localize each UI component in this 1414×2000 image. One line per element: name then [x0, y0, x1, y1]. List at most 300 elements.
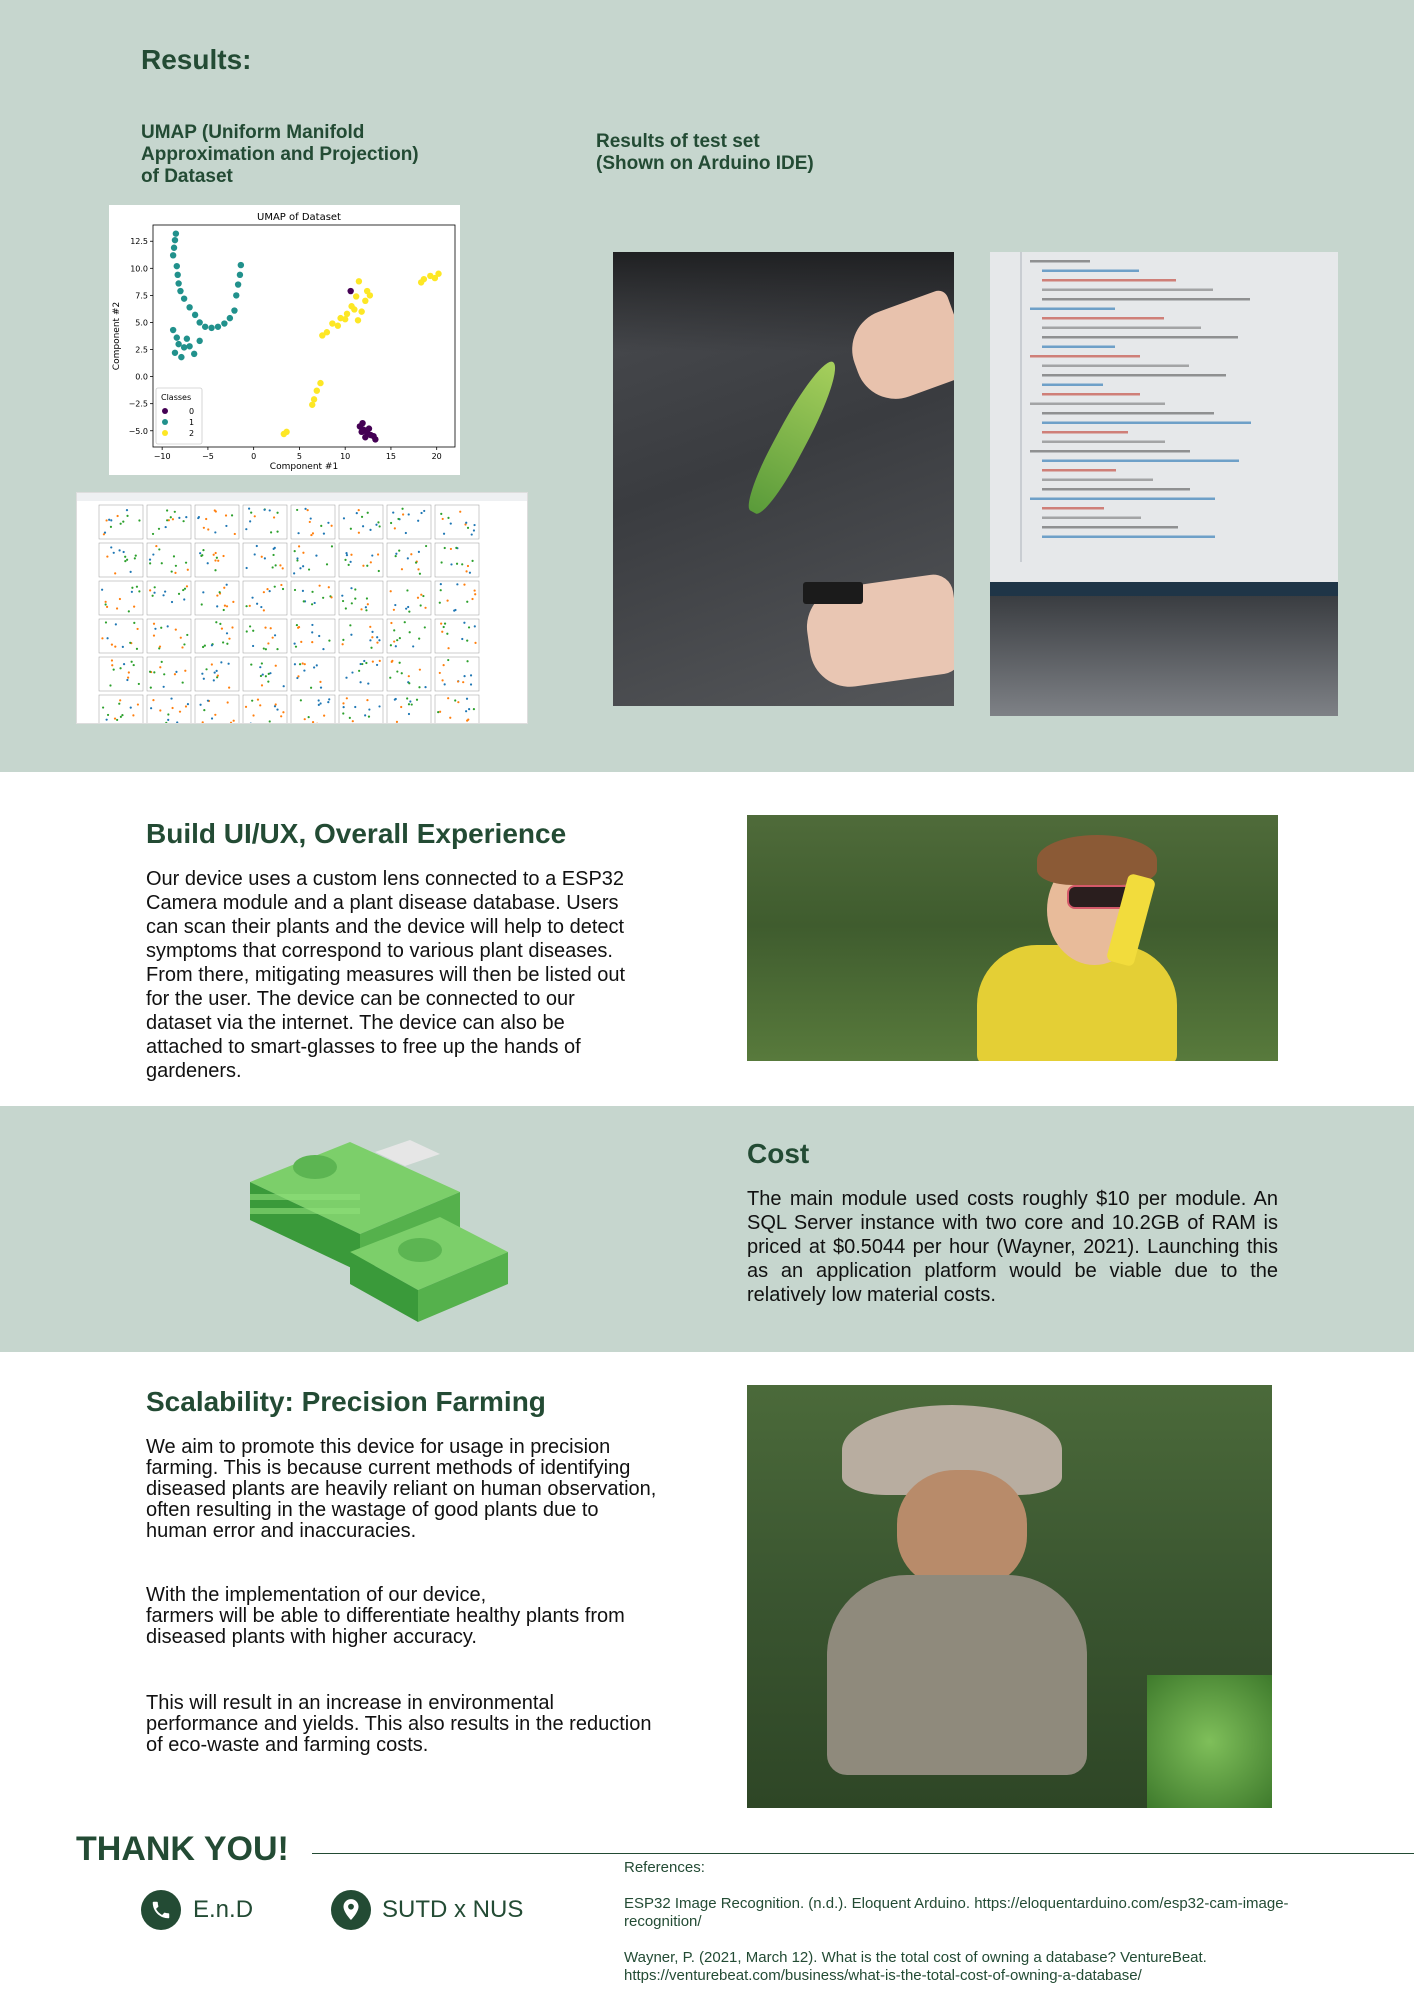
- pairplot-dot: [392, 511, 394, 513]
- pairplot-dot: [152, 553, 154, 555]
- pairplot-dot: [323, 715, 325, 717]
- pairplot-dot: [396, 639, 398, 641]
- pairplot-dot: [175, 671, 177, 673]
- pairplot-dot: [299, 663, 301, 665]
- pairplot-dot: [131, 591, 133, 593]
- pairplot-dot: [153, 634, 155, 636]
- pairplot-dot: [343, 706, 345, 708]
- pairplot-dot: [217, 674, 219, 676]
- pairplot-dot: [211, 717, 213, 719]
- pairplot-dot: [349, 717, 351, 719]
- pairplot-dot: [402, 513, 404, 515]
- pairplot-dot: [159, 666, 161, 668]
- pairplot-dot: [116, 719, 118, 721]
- pairplot-dot: [262, 673, 264, 675]
- scatter-point: [172, 237, 178, 243]
- ide-code-line: [1042, 488, 1190, 491]
- pairplot-dot: [311, 591, 313, 593]
- pairplot-dot: [174, 511, 176, 513]
- pairplot-dot: [415, 562, 417, 564]
- pairplot-dot: [225, 514, 227, 516]
- pairplot-dot: [215, 510, 217, 512]
- x-tick-label: 5: [296, 452, 302, 461]
- pairplot-dot: [207, 700, 209, 702]
- pairplot-dot: [282, 567, 284, 569]
- scalability-line: performance and yields. This also results in the reduction: [146, 1713, 652, 1735]
- scatter-point: [358, 308, 364, 314]
- pairplot-dot: [199, 704, 201, 706]
- pairplot-dot: [447, 659, 449, 661]
- pairplot-dot: [397, 518, 399, 520]
- ide-code-line: [1030, 498, 1215, 501]
- pairplot-cell: [435, 695, 479, 723]
- pairplot-dot: [185, 705, 187, 707]
- pairplot-dot: [246, 567, 248, 569]
- child-sunglasses-photo: [747, 815, 1278, 1061]
- pairplot-dot: [439, 711, 441, 713]
- ide-code-line: [1042, 393, 1140, 396]
- pairplot-dot: [161, 661, 163, 663]
- pairplot-dot: [131, 587, 133, 589]
- scatter-point: [196, 319, 202, 325]
- pairplot-dot: [302, 552, 304, 554]
- pairplot-dot: [399, 662, 401, 664]
- pairplot-dot: [302, 590, 304, 592]
- pairplot-dot: [282, 711, 284, 713]
- pairplot-dot: [248, 507, 250, 509]
- reference-2-line2: https://venturebeat.com/business/what-is-the-total-cost-of-owning-a-database/: [624, 1967, 1142, 1984]
- pairplot-dot: [331, 525, 333, 527]
- pairplot-dot: [408, 513, 410, 515]
- pairplot-dot: [440, 589, 442, 591]
- scalability-line: human error and inaccuracies.: [146, 1520, 417, 1542]
- pairplot-dot: [182, 589, 184, 591]
- reference-1-line1: ESP32 Image Recognition. (n.d.). Eloquent Arduino. https://eloquentarduino.com/esp32-cam-image-: [624, 1895, 1289, 1912]
- pairplot-dot: [130, 707, 132, 709]
- pairplot-dot: [245, 706, 247, 708]
- pairplot-dot: [465, 522, 467, 524]
- pairplot-dot: [456, 583, 458, 585]
- scatter-point: [221, 320, 227, 326]
- pairplot-dot: [419, 669, 421, 671]
- figure-window-bar: [77, 493, 527, 501]
- ide-code-line: [1042, 431, 1128, 434]
- pairplot-dot: [106, 606, 108, 608]
- pairplot-cell: [99, 657, 143, 691]
- pairplot-dot: [408, 675, 410, 677]
- build-line: From there, mitigating measures will then be listed out: [146, 964, 626, 986]
- pairplot-dot: [304, 663, 306, 665]
- scatter-point: [364, 288, 370, 294]
- pairplot-dot: [269, 720, 271, 722]
- pairplot-dot: [418, 551, 420, 553]
- pairplot-dot: [318, 704, 320, 706]
- pairplot-dot: [205, 518, 207, 520]
- pairplot-dot: [128, 610, 130, 612]
- pairplot-dot: [276, 531, 278, 533]
- pairplot-dot: [246, 630, 248, 632]
- farmer-photo: [747, 1385, 1272, 1808]
- pairplot-dot: [261, 684, 263, 686]
- pairplot-dot: [228, 663, 230, 665]
- pairplot-dot: [215, 552, 217, 554]
- money-stack-illustration: [240, 1122, 510, 1332]
- pairplot-dot: [164, 590, 166, 592]
- scalability-line: often resulting in the wastage of good plants due to: [146, 1499, 599, 1521]
- pairplot-dot: [153, 592, 155, 594]
- pairplot-dot: [437, 711, 439, 713]
- pairplot-dot: [160, 627, 162, 629]
- pairplot-dot: [126, 515, 128, 517]
- pairplot-dot: [391, 661, 393, 663]
- pairplot-dot: [105, 621, 107, 623]
- pairplot-dot: [154, 628, 156, 630]
- pairplot-dot: [214, 531, 216, 533]
- pairplot-dot: [362, 565, 364, 567]
- pairplot-dot: [465, 710, 467, 712]
- pairplot-dot: [295, 646, 297, 648]
- pairplot-dot: [111, 644, 113, 646]
- pairplot-dot: [294, 589, 296, 591]
- pairplot-dot: [275, 703, 277, 705]
- pairplot-dot: [410, 553, 412, 555]
- scatter-point: [314, 387, 320, 393]
- legend-label: 0: [189, 407, 195, 416]
- pairplot-dot: [175, 565, 177, 567]
- pairplot-dot: [165, 526, 167, 528]
- pairplot-cell: [243, 695, 287, 723]
- pairplot-dot: [111, 659, 113, 661]
- pairplot-dot: [110, 526, 112, 528]
- build-line: attached to smart-glasses to free up the hands of: [146, 1036, 581, 1058]
- pairplot-dot: [304, 508, 306, 510]
- pairplot-dot: [257, 699, 259, 701]
- pairplot-dot: [123, 551, 125, 553]
- pairplot-dot: [105, 519, 107, 521]
- pairplot-dot: [101, 589, 103, 591]
- pairplot-dot: [185, 562, 187, 564]
- pairplot-dot: [424, 626, 426, 628]
- pairplot-cell: [195, 581, 239, 615]
- pairplot-dot: [178, 593, 180, 595]
- pairplot-dot: [187, 703, 189, 705]
- y-tick-label: 5.0: [135, 318, 148, 328]
- scalability-line: farmers will be able to differentiate healthy plants from: [146, 1605, 625, 1627]
- ide-code-line: [1042, 517, 1141, 520]
- yellow-jacket: [977, 945, 1177, 1061]
- pairplot-dot: [400, 706, 402, 708]
- plant-leaves: [1147, 1675, 1272, 1808]
- test-set-caption: [596, 131, 814, 175]
- y-tick-label: −5.0: [128, 426, 148, 436]
- pairplot-dot: [358, 509, 360, 511]
- build-line: symptoms that correspond to various plant diseases.: [146, 940, 613, 962]
- pairplot-dot: [390, 622, 392, 624]
- scatter-point: [366, 425, 372, 431]
- pairplot-dot: [216, 594, 218, 596]
- pairplot-dot: [187, 569, 189, 571]
- scalability-para1: [146, 1437, 716, 1542]
- footer-divider: [312, 1853, 1414, 1854]
- pairplot-dot: [474, 593, 476, 595]
- pairplot-dot: [304, 718, 306, 720]
- pairplot-dot: [398, 550, 400, 552]
- pairplot-dot: [320, 687, 322, 689]
- pairplot-dot: [303, 669, 305, 671]
- pairplot-dot: [354, 598, 356, 600]
- pairplot-dot: [344, 559, 346, 561]
- pairplot-cell: [339, 695, 383, 723]
- ide-code-line: [1042, 365, 1189, 368]
- ide-code-line: [1042, 460, 1239, 463]
- pairplot-dot: [245, 605, 247, 607]
- scatter-point: [359, 420, 365, 426]
- pairplot-dot: [446, 633, 448, 635]
- pairplot-dot: [128, 671, 130, 673]
- pairplot-dot: [296, 624, 298, 626]
- pairplot-dot: [465, 570, 467, 572]
- pairplot-dot: [443, 533, 445, 535]
- pairplot-dot: [136, 648, 138, 650]
- scatter-point: [358, 429, 364, 435]
- pairplot-dot: [461, 638, 463, 640]
- scatter-point: [170, 252, 176, 258]
- pairplot-dot: [282, 588, 284, 590]
- scalability-line: This will result in an increase in environmental: [146, 1692, 554, 1714]
- pairplot-dot: [461, 563, 463, 565]
- pairplot-dot: [216, 557, 218, 559]
- pairplot-dot: [103, 533, 105, 535]
- pairplot-dot: [275, 564, 277, 566]
- pairplot-dot: [122, 521, 124, 523]
- pairplot-dot: [279, 564, 281, 566]
- pairplot-dot: [311, 603, 313, 605]
- pairplot-dot: [163, 686, 165, 688]
- pairplot-dot: [418, 638, 420, 640]
- pairplot-dot: [267, 681, 269, 683]
- pairplot-dot: [254, 515, 256, 517]
- pairplot-dot: [299, 567, 301, 569]
- pairplot-cell: [339, 505, 383, 539]
- scatter-point: [170, 327, 176, 333]
- pairplot-dot: [294, 643, 296, 645]
- pairplot-dot: [232, 601, 234, 603]
- pairplot-dot: [422, 595, 424, 597]
- scatter-point: [171, 245, 177, 251]
- scatter-point: [329, 320, 335, 326]
- pairplot-dot: [269, 590, 271, 592]
- scatter-point: [196, 338, 202, 344]
- ide-code-line: [1042, 441, 1165, 444]
- pairplot-dot: [175, 629, 177, 631]
- pairplot-dot: [342, 600, 344, 602]
- pairplot-dot: [378, 639, 380, 641]
- y-tick-label: −2.5: [128, 399, 148, 409]
- pairplot-dot: [106, 637, 108, 639]
- build-body: [146, 867, 706, 1083]
- pairplot-dot: [424, 686, 426, 688]
- scatter-point: [202, 324, 208, 330]
- pairplot-dot: [152, 533, 154, 535]
- pairplot-dot: [350, 634, 352, 636]
- pairplot-dot: [457, 680, 459, 682]
- pairplot-dot: [408, 682, 410, 684]
- scatter-point: [235, 281, 241, 287]
- pairplot-dot: [226, 584, 228, 586]
- pairplot-dot: [174, 572, 176, 574]
- pairplot-dot: [376, 636, 378, 638]
- test-photo-arduino-ide: [990, 252, 1338, 716]
- pairplot-dot: [352, 720, 354, 722]
- pairplot-cell: [387, 657, 431, 691]
- pairplot-dot: [158, 548, 160, 550]
- scalability-line: We aim to promote this device for usage in precision: [146, 1436, 611, 1458]
- pairplot-dot: [298, 626, 300, 628]
- pairplot-dot: [186, 585, 188, 587]
- pairplot-dot: [263, 509, 265, 511]
- scatter-point: [435, 271, 441, 277]
- pairplot-dot: [293, 572, 295, 574]
- pairplot-dot: [223, 609, 225, 611]
- scatter-point: [181, 344, 187, 350]
- pairplot-dot: [449, 717, 451, 719]
- pairplot-dot: [186, 634, 188, 636]
- legend-label: 2: [189, 429, 195, 438]
- pairplot-dot: [361, 516, 363, 518]
- pairplot-dot: [124, 556, 126, 558]
- pairplot-dot: [363, 660, 365, 662]
- pairplot-dot: [280, 715, 282, 717]
- scatter-point: [362, 298, 368, 304]
- pairplot-dot: [150, 686, 152, 688]
- pairplot-dot: [408, 611, 410, 613]
- pairplot-dot: [199, 552, 201, 554]
- pairplot-dot: [107, 714, 109, 716]
- phone-icon: [141, 1890, 181, 1930]
- pairplot-dot: [401, 672, 403, 674]
- pairplot-dot: [127, 676, 129, 678]
- pairplot-dot: [138, 590, 140, 592]
- pairplot-dot: [171, 570, 173, 572]
- pairplot-dot: [111, 664, 113, 666]
- pairplot-cell: [435, 657, 479, 691]
- scatter-point: [238, 262, 244, 268]
- pairplot-dot: [315, 555, 317, 557]
- pairplot-dot: [225, 525, 227, 527]
- pairplot-cell: [243, 543, 287, 577]
- pairplot-cell: [99, 505, 143, 539]
- pairplot-dot: [215, 621, 217, 623]
- pairplot-dot: [120, 523, 122, 525]
- ide-code-line: [1042, 270, 1139, 273]
- pairplot-dot: [393, 640, 395, 642]
- pairplot-dot: [314, 602, 316, 604]
- pairplot-dot: [296, 559, 298, 561]
- pairplot-dot: [351, 671, 353, 673]
- pairplot-dot: [183, 598, 185, 600]
- pairplot-dot: [250, 663, 252, 665]
- pairplot-dot: [394, 604, 396, 606]
- pairplot-dot: [350, 554, 352, 556]
- pairplot-grid: [77, 501, 527, 723]
- x-tick-label: 0: [251, 452, 257, 461]
- pairplot-dot: [360, 663, 362, 665]
- pairplot-dot: [136, 586, 138, 588]
- pairplot-dot: [308, 568, 310, 570]
- pairplot-dot: [149, 589, 151, 591]
- pairplot-dot: [261, 556, 263, 558]
- pairplot-dot: [466, 640, 468, 642]
- ide-code-line: [1042, 422, 1251, 425]
- pairplot-cell: [195, 505, 239, 539]
- scatter-point: [237, 272, 243, 278]
- pairplot-cell: [243, 619, 287, 653]
- scatter-point: [174, 334, 180, 340]
- pairplot-dot: [297, 532, 299, 534]
- pairplot-dot: [367, 682, 369, 684]
- pairplot-dot: [269, 509, 271, 511]
- pairplot-dot: [276, 648, 278, 650]
- pairplot-dot: [118, 703, 120, 705]
- pairplot-dot: [328, 640, 330, 642]
- pairplot-dot: [174, 673, 176, 675]
- pairplot-dot: [126, 509, 128, 511]
- pairplot-dot: [405, 608, 407, 610]
- scatter-point: [356, 278, 362, 284]
- scatter-point: [348, 303, 354, 309]
- pairplot-dot: [205, 668, 207, 670]
- pairplot-dot: [365, 609, 367, 611]
- pairplot-dot: [390, 522, 392, 524]
- pairplot-dot: [280, 584, 282, 586]
- pairplot-dot: [226, 605, 228, 607]
- legend-label: 1: [189, 418, 195, 427]
- pairplot-dot: [440, 623, 442, 625]
- pairplot-dot: [119, 598, 121, 600]
- pairplot-dot: [311, 641, 313, 643]
- pairplot-dot: [167, 719, 169, 721]
- pairplot-dot: [149, 671, 151, 673]
- scatter-point: [208, 325, 214, 331]
- pairplot-dot: [259, 704, 261, 706]
- pairplot-dot: [201, 673, 203, 675]
- pairplot-dot: [272, 566, 274, 568]
- pairplot-dot: [348, 564, 350, 566]
- pairplot-dot: [222, 641, 224, 643]
- pairplot-dot: [468, 626, 470, 628]
- scatter-point: [227, 315, 233, 321]
- pairplot-dot: [211, 644, 213, 646]
- pairplot-figure: [76, 492, 528, 724]
- reference-1-line2: recognition/: [624, 1913, 702, 1930]
- pairplot-dot: [296, 557, 298, 559]
- pairplot-dot: [102, 706, 104, 708]
- pairplot-dot: [310, 687, 312, 689]
- pairplot-cell: [99, 543, 143, 577]
- umap-caption: UMAP (Uniform Manifold Approximation and Projection) of Dataset: [141, 122, 419, 187]
- pairplot-dot: [424, 607, 426, 609]
- pairplot-dot: [462, 681, 464, 683]
- scalability-line: With the implementation of our device,: [146, 1584, 487, 1606]
- pairplot-dot: [399, 637, 401, 639]
- scatter-point: [186, 304, 192, 310]
- pairplot-dot: [119, 699, 121, 701]
- pairplot-cell: [99, 695, 143, 723]
- pairplot-dot: [203, 527, 205, 529]
- scatter-point: [317, 380, 323, 386]
- scatter-point: [335, 323, 341, 329]
- pairplot-dot: [390, 644, 392, 646]
